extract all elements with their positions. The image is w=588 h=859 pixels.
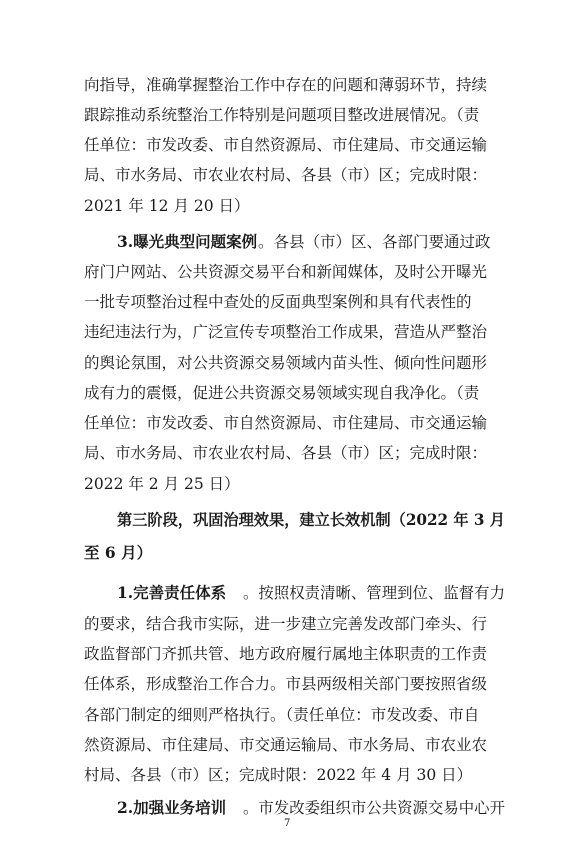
line-text: 局、市水务局、市农业农村局、各县（市）区；完成时限： [84,444,488,462]
line-text: 。各县（市）区、各部门要通过政 [258,233,491,251]
section-heading-line [0,505,588,535]
line-text: 。按照权责清晰、管理到位、监督有力 [243,584,505,602]
text-line [0,317,588,347]
line-text: 任单位：市发改委、市自然资源局、市住建局、市交通运输 [84,414,488,432]
text-line [0,130,588,160]
line-text: 村局、各县（市）区；完成时限：2022 年 4 月 30 日） [84,766,473,784]
text-line [0,378,588,408]
line-text: 违纪违法行为，广泛宣传专项整治工作成果，营造从严整治 [84,323,488,341]
line-text: 局、市水务局、市农业农村局、各县（市）区；完成时限： [84,166,488,184]
line-text: 任体系，形成整治工作合力。市县两级相关部门要按照省级 [84,675,488,693]
paragraph-heading-line [0,793,588,823]
text-line [0,469,588,499]
text-line [0,160,588,190]
text-line [0,639,588,669]
line-text: 。市发改委组织市公共资源交易中心开 [243,799,505,817]
line-text: 跟踪推动系统整治工作特别是问题项目整改进展情况。（责 [84,106,480,124]
text-line [0,700,588,730]
section-heading: 第三阶段，巩固治理效果，建立长效机制（2022 年 3 月 [117,510,505,529]
text-line [0,348,588,378]
line-text: 2021 年 12 月 20 日） [84,197,250,215]
line-text: 各部门制定的细则严格执行。（责任单位：市发改委、市自 [84,706,480,724]
text-line [0,669,588,699]
text-line [0,257,588,287]
item-heading: 1.完善责任体系 [117,583,227,602]
text-line [0,438,588,468]
text-line [0,609,588,639]
text-line [0,408,588,438]
line-text: 2022 年 2 月 25 日） [84,475,240,493]
item-heading: 3.曝光典型问题案例 [117,232,258,251]
text-line [0,760,588,790]
line-text: 一批专项整治过程中查处的反面典型案例和具有代表性的 [84,293,472,311]
line-text: 任单位：市发改委、市自然资源局、市住建局、市交通运输 [84,136,488,154]
line-text: 向指导，准确掌握整治工作中存在的问题和薄弱环节，持续 [84,76,488,94]
section-heading-line [0,538,588,568]
paragraph-heading-line [0,227,588,257]
line-text: 政监督部门齐抓共管、地方政府履行属地主体职责的工作责 [84,645,488,663]
line-text: 的要求，结合我市实际，进一步建立完善发改部门牵头、行 [84,615,488,633]
text-line [0,100,588,130]
page-number: 7 [284,818,291,829]
text-line [0,287,588,317]
line-text: 然资源局、市住建局、市交通运输局、市水务局、市农业农 [84,736,488,754]
text-line [0,70,588,100]
line-text: 的舆论氛围，对公共资源交易领域内苗头性、倾向性问题形 [84,354,488,372]
line-text: 府门户网站、公共资源交易平台和新闻媒体，及时公开曝光 [84,263,488,281]
section-heading: 至 6 月） [84,543,153,562]
text-line [0,730,588,760]
text-line [0,191,588,221]
paragraph-heading-line [0,578,588,608]
line-text: 成有力的震慑，促进公共资源交易领域实现自我净化。（责 [84,384,480,402]
item-heading: 2.加强业务培训 [117,798,227,817]
